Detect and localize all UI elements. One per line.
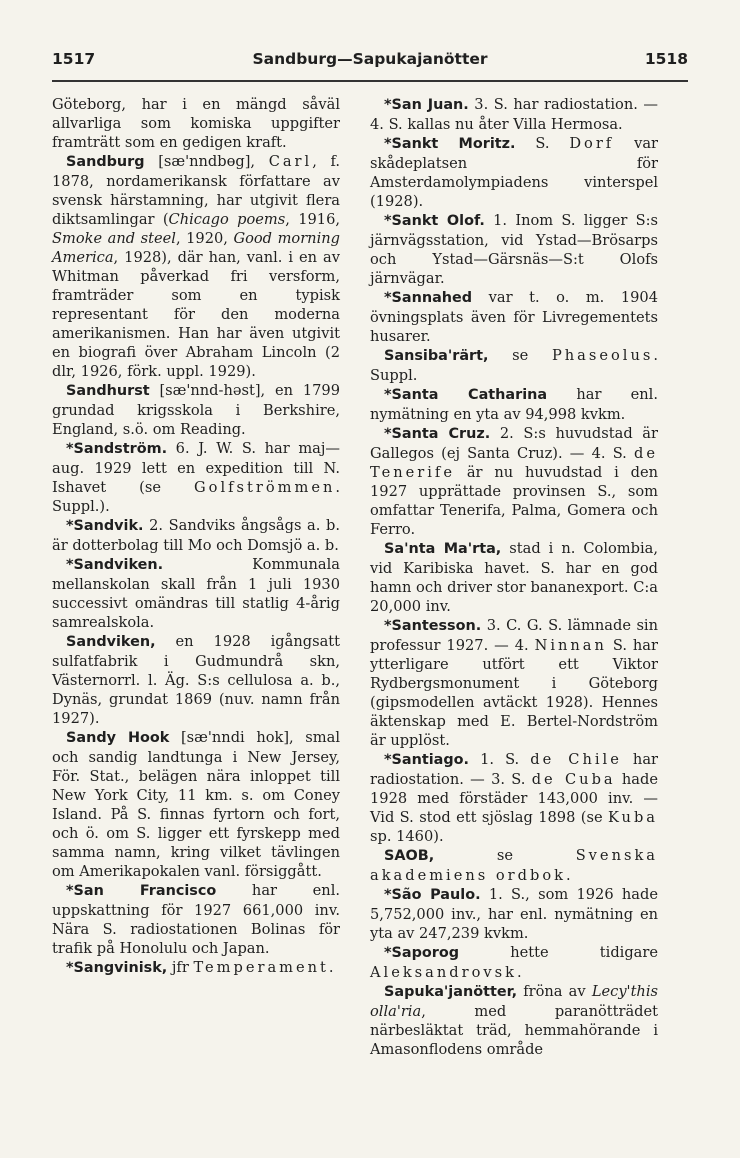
dictionary-entry — [370, 385, 658, 424]
entry-text: fröna av — [517, 983, 592, 1000]
dictionary-entry — [370, 134, 658, 211]
entry-headword: *Santesson. — [384, 618, 482, 634]
entry-text: stad i n. Colombia, vid Karibiska havet. S. har en god hamn och driver stor bananexport. C:a 20,000 inv. — [370, 540, 658, 615]
entry-text: . Suppl. — [370, 347, 658, 384]
entry-text: Carl — [268, 153, 313, 170]
entry-text: Svenska akademiens ordbok — [370, 847, 658, 884]
dictionary-entry — [52, 881, 340, 958]
running-title: Sandburg—Sapukajanötter — [252, 50, 488, 68]
dictionary-entry — [370, 539, 658, 616]
entry-headword: *Santa Catharina — [384, 387, 548, 403]
entry-text: , 1916, — [285, 211, 340, 228]
entry-text: [sæ'nndi hok], smal och sandig landtunga i New Jersey, För. Stat., belägen nära inloppet till New York City, 11 km. s. om Coney Island. På S. finnas fyrtorn och fort, och ö. om S. ligger ett fyrskepp med samma namn, kring vilket tävlingen om Amerikapokalen vanl. försiggått. — [52, 729, 340, 880]
entry-text: Ninnan — [534, 637, 607, 654]
entry-text: sp. 1460). — [370, 828, 444, 845]
page-number-right: 1518 — [644, 50, 688, 68]
entry-text: Golfströmmen — [194, 479, 336, 496]
entry-headword: *Sandström. — [66, 441, 168, 457]
dictionary-entry — [370, 885, 658, 943]
entry-text: Dorf — [569, 135, 615, 152]
dictionary-entry — [370, 982, 658, 1059]
dictionary-entry — [52, 632, 340, 728]
header-rule — [52, 80, 688, 82]
entry-text: var t. o. m. 1904 övningsplats även för Livregementets husarer. — [370, 289, 658, 345]
entry-text: Chicago poems — [168, 211, 286, 228]
entry-headword: *Saporog — [384, 945, 460, 961]
entry-text: de Tenerife — [370, 445, 658, 481]
entry-headword: Sandburg — [66, 154, 145, 170]
entry-text: har radiostation. — 3. S. — [370, 751, 658, 788]
entry-text: se — [434, 847, 576, 864]
entry-text: har enl. uppskattning för 1927 661,000 inv. Nära S. radiostationen Bolinas för trafik på Honolulu och Japan. — [52, 882, 340, 957]
dictionary-entry — [370, 750, 658, 846]
entry-text: , 1928), där han, vanl. i en av Whitman påverkad fri versform, framträder som en typisk representant för den moderna amerikanismen. Han har även utgivit en biografi över Abraham Lincoln (2 dlr, 1926, förk. uppl. 1929). — [52, 249, 340, 380]
dictionary-entry — [52, 152, 340, 381]
entry-headword: *San Francisco — [66, 883, 217, 899]
entry-text: , med paranötträdet närbesläktat träd, hemmahörande i Amasonflodens område — [370, 1003, 658, 1058]
entry-headword: *Sankt Moritz. — [384, 136, 516, 152]
entry-text: 1. S. — [469, 751, 531, 768]
entry-text: 3. S. har radiostation. — 4. S. kallas nu åter Villa Hermosa. — [370, 96, 658, 133]
entry-text: 6. J. W. S. har maj—aug. 1929 lett en expedition till N. Ishavet (se — [52, 440, 340, 496]
entry-text: [sæ'nndbɵg], — [144, 153, 269, 170]
entry-headword: *Sandvik. — [66, 518, 144, 534]
entry-text: jfr — [167, 959, 194, 976]
entry-text: . Suppl.). — [52, 479, 340, 515]
dictionary-entry — [370, 346, 658, 385]
dictionary-entry — [370, 846, 658, 885]
entry-headword: Sandy Hook — [66, 730, 170, 746]
entry-text: Temperament — [193, 959, 329, 976]
entry-text: . — [328, 959, 334, 976]
page-number-left: 1517 — [52, 50, 96, 68]
entry-text: 3. C. G. S. lämnade sin professur 1927. — 4. — [370, 617, 658, 654]
entry-headword: *Sandviken. — [66, 557, 164, 573]
entry-text: Phaseolus — [551, 347, 654, 364]
right-column — [370, 95, 658, 1059]
entry-text: 2. Sandviks ångsågs a. b. är dotterbolag till Mo och Domsjö a. b. — [52, 517, 340, 554]
entry-text: S. — [515, 135, 570, 152]
entry-text: Kuba — [607, 809, 658, 826]
dictionary-entry — [52, 728, 340, 881]
entry-text: Smoke and steel — [52, 230, 176, 247]
entry-text: . — [516, 964, 522, 981]
entry-headword: SAOB, — [384, 848, 435, 864]
left-column — [52, 95, 340, 978]
entry-text: Kommunala mellanskolan skall från 1 juli 1930 successivt omändras till statlig 4-årig samrealskola. — [52, 556, 340, 631]
dictionary-entry — [52, 958, 340, 978]
entry-text: har enl. nymätning en yta av 94,998 kvkm. — [370, 386, 658, 423]
entry-text: Göteborg, har i en mängd såväl allvarliga som komiska uppgifter framträtt som en gedigen kraft. — [52, 96, 340, 151]
entry-text: de Cuba — [531, 771, 616, 788]
dictionary-entry — [52, 516, 340, 555]
entry-headword: *Sankt Olof. — [384, 213, 485, 229]
entry-text: , f. 1878, nordamerikansk författare av svensk härstamning, har utgivit flera diktsamlingar ( — [52, 153, 340, 228]
entry-text: se — [488, 347, 552, 364]
entry-text: S. har ytterligare utfört ett Viktor Rydbergsmonument i Göteborg (gipsmodellen avtäckt 1928). Hennes äktenskap med E. Bertel-Nordström är upplöst. — [370, 637, 658, 749]
entry-text: är nu huvudstad i den 1927 upprättade provinsen S., som omfattar Tenerifa, Palma, Gomera och Ferro. — [370, 464, 658, 538]
entry-headword: Sandhurst — [66, 383, 150, 399]
page-header — [52, 50, 688, 76]
entry-text: 1. Inom S. ligger S:s järnvägsstation, vid Ystad—Brösarps och Ystad—Gärsnäs—S:t Olofs järnvägar. — [370, 212, 658, 287]
entry-headword: *São Paulo. — [384, 887, 481, 903]
dictionary-entry — [370, 95, 658, 134]
entry-text: Aleksandrovsk — [370, 964, 517, 981]
entry-headword: *Santiago. — [384, 752, 470, 768]
dictionary-entry — [370, 943, 658, 982]
dictionary-entry — [370, 288, 658, 346]
entry-headword: Sansiba'rärt, — [384, 348, 489, 364]
entry-text: hette tidigare — [459, 944, 658, 961]
dictionary-entry — [52, 95, 340, 152]
entry-text: , 1920, — [175, 230, 234, 247]
entry-headword: *San Juan. — [384, 97, 469, 113]
entry-headword: Sa'nta Ma'rta, — [384, 541, 502, 557]
entry-text: 1. S., som 1926 hade 5,752,000 inv., har enl. nymätning en yta av 247,239 kvkm. — [370, 886, 658, 942]
entry-headword: Sapuka'janötter, — [384, 984, 518, 1000]
entry-headword: *Sannahed — [384, 290, 473, 306]
entry-text: 2. S:s huvudstad är Gallegos (ej Santa Cruz). — 4. S. — [370, 425, 658, 462]
entry-text: Good morning America — [52, 230, 340, 266]
entry-text: var skådeplatsen för Amsterdamolympiadens vinterspel (1928). — [370, 135, 659, 210]
dictionary-entry — [370, 616, 658, 750]
dictionary-entry — [52, 555, 340, 632]
entry-headword: *Sangvinisk, — [66, 960, 168, 976]
entry-text: [sæ'nnd-həst], en 1799 grundad krigsskola i Berkshire, England, s.ö. om Reading. — [52, 382, 340, 438]
dictionary-entry — [52, 381, 340, 439]
entry-headword: Sandviken, — [66, 634, 156, 650]
entry-text: en 1928 igångsatt sulfatfabrik i Gudmundrå skn, Västernorrl. l. Äg. S:s cellulosa a. b., Dynäs, grundat 1869 (nuv. namn från 1927). — [52, 633, 340, 727]
entry-text: Lecy'this olla'ria — [370, 983, 658, 1020]
dictionary-entry — [52, 439, 340, 516]
entry-text: . — [565, 867, 571, 884]
entry-headword: *Santa Cruz. — [384, 426, 491, 442]
dictionary-entry — [370, 424, 658, 539]
entry-text: de Chile — [530, 751, 622, 768]
dictionary-entry — [370, 211, 658, 288]
entry-text: hade 1928 med förstäder 143,000 inv. — Vid S. stod ett sjöslag 1898 (se — [370, 771, 658, 826]
